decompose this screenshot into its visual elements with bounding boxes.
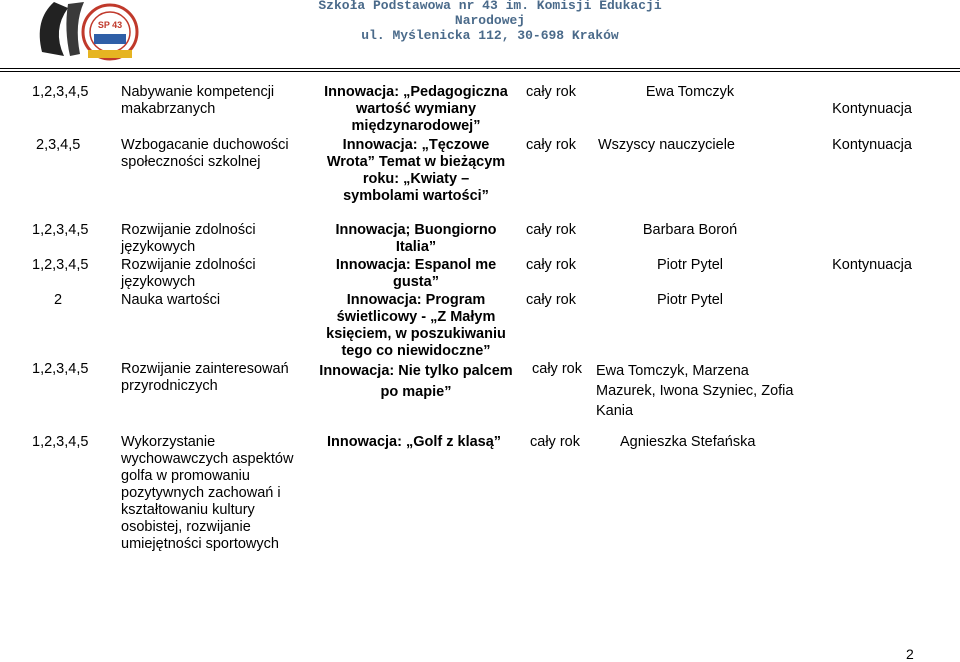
row4-classes: 1,2,3,4,5 bbox=[32, 257, 89, 273]
row5-innovation: Innowacja: Program świetlicowy - „Z Małym księciem, w poszukiwaniu tego co niewidoczne” bbox=[326, 292, 506, 359]
row2-person: Wszyscy nauczyciele bbox=[598, 137, 735, 153]
school-logo bbox=[24, 0, 140, 64]
row3-area: Rozwijanie zdolności językowych bbox=[121, 222, 256, 255]
row1-status: Kontynuacja bbox=[832, 101, 912, 117]
row7-classes: 1,2,3,4,5 bbox=[32, 434, 89, 450]
row1-period: cały rok bbox=[526, 84, 576, 100]
row2-status: Kontynuacja bbox=[832, 137, 912, 153]
row1-person: Ewa Tomczyk bbox=[645, 84, 735, 100]
row6-period: cały rok bbox=[532, 361, 582, 377]
row6-innovation: Innowacja: Nie tylko palcem po mapie” bbox=[319, 363, 513, 400]
row5-area: Nauka wartości bbox=[121, 292, 221, 308]
row1-area: Nabywanie kompetencji makabrzanych bbox=[121, 84, 275, 117]
row5-classes: 2 bbox=[54, 292, 63, 308]
header-address: ul. Myślenicka 112, 30-698 Kraków bbox=[361, 28, 619, 43]
row2-classes: 2,3,4,5 bbox=[36, 137, 81, 153]
row2-period: cały rok bbox=[526, 137, 576, 153]
row5-person: Piotr Pytel bbox=[656, 292, 724, 308]
row7-person: Agnieszka Stefańska bbox=[620, 434, 756, 450]
row7-period: cały rok bbox=[530, 434, 580, 450]
row4-status: Kontynuacja bbox=[832, 257, 912, 273]
header-school-name-cont: Narodowej bbox=[454, 13, 526, 28]
row4-person: Piotr Pytel bbox=[656, 257, 724, 273]
row3-classes: 1,2,3,4,5 bbox=[32, 222, 89, 238]
row3-period: cały rok bbox=[526, 222, 576, 238]
row3-innovation: Innowacja; Buongiorno Italia” bbox=[335, 222, 497, 255]
row3-person: Barbara Boroń bbox=[642, 222, 738, 238]
header-rule-2 bbox=[0, 71, 960, 72]
row2-innovation: Innowacja: „Tęczowe Wrota” Temat w bieżącym roku: „Kwiaty –symbolami wartości” bbox=[326, 137, 506, 204]
row6-classes: 1,2,3,4,5 bbox=[32, 361, 89, 377]
row6-area: Rozwijanie zainteresowań przyrodniczych bbox=[121, 361, 289, 394]
logo-text: SP 43 bbox=[97, 20, 123, 30]
row1-classes: 1,2,3,4,5 bbox=[32, 84, 89, 100]
header-rule-1 bbox=[0, 68, 960, 69]
row4-innovation: Innowacja: Espanol me gusta” bbox=[335, 257, 497, 290]
row7-area: Wykorzystanie wychowawczych aspektów golfa w promowaniu pozytywnych zachowań i kształtowaniu kultury osobistej, rozwijanie umiejętności sportowych bbox=[121, 434, 294, 552]
row6-person: Ewa Tomczyk, Marzena Mazurek, Iwona Szyniec, Zofia Kania bbox=[596, 363, 794, 419]
row4-period: cały rok bbox=[526, 257, 576, 273]
row5-period: cały rok bbox=[526, 292, 576, 308]
row4-area: Rozwijanie zdolności językowych bbox=[121, 257, 256, 290]
page-number: 2 bbox=[906, 646, 914, 662]
row2-area: Wzbogacanie duchowości społeczności szkolnej bbox=[121, 137, 289, 170]
row7-innovation: Innowacja: „Golf z klasą” bbox=[327, 434, 502, 450]
header-school-name: Szkoła Podstawowa nr 43 im. Komisji Edukacji bbox=[318, 0, 662, 13]
row1-innovation: Innowacja: „Pedagogiczna wartość wymiany międzynarodowej” bbox=[324, 84, 508, 134]
